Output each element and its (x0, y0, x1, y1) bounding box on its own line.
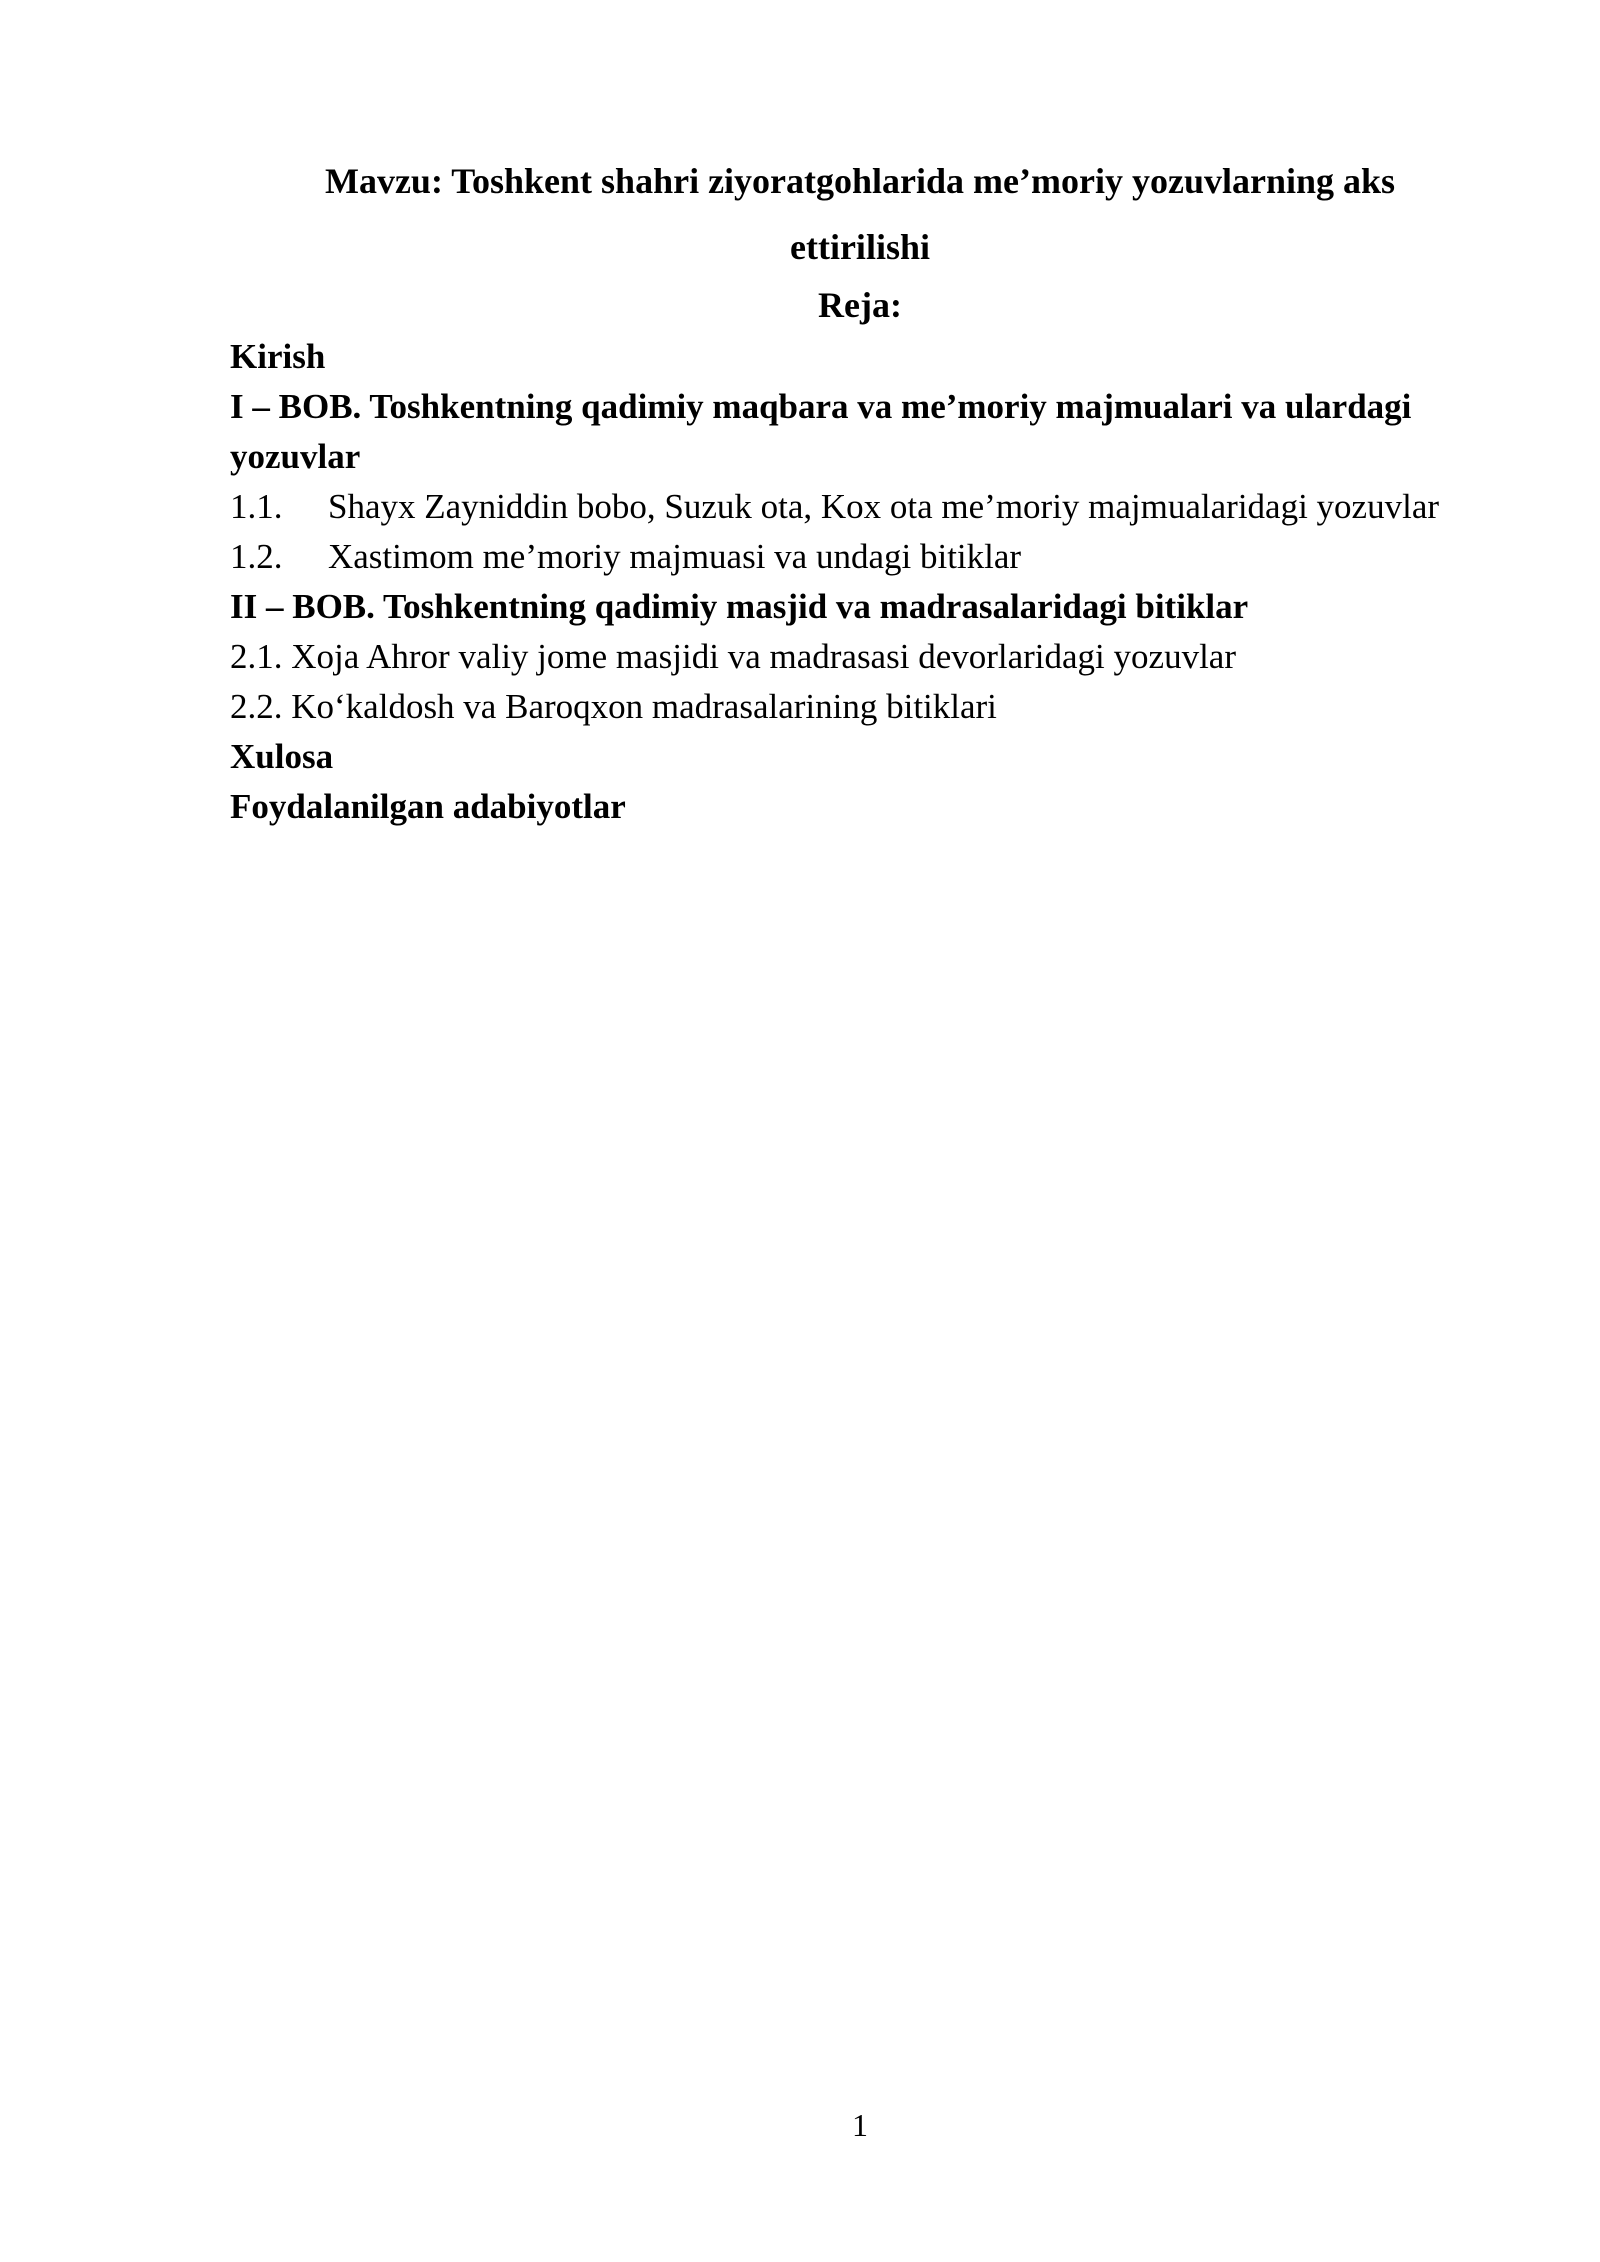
plan-item-intro: Kirish (230, 337, 326, 376)
plan-section-2-2: 2.2. Ko‘kaldosh va Baroqxon madrasalarining bitiklari (230, 687, 997, 726)
plan-section-1-2 (230, 532, 1530, 582)
section-number: 1.1. (230, 487, 283, 526)
plan-chapter-2: II – BOB. Toshkentning qadimiy masjid va madrasalaridagi bitiklar (230, 587, 1249, 626)
section-text: Shayx Zayniddin bobo, Suzuk ota, Kox ota me’moriy majmualaridagi yozuvlar (328, 487, 1440, 526)
plan-heading: Reja: (818, 285, 902, 325)
plan-item-references: Foydalanilgan adabiyotlar (230, 787, 626, 826)
plan-section-1-1 (230, 482, 1530, 532)
plan-chapter-1: I – BOB. Toshkentning qadimiy maqbara va me’moriy majmualari va ulardagi yozuvlar (230, 387, 1412, 476)
plan-item-conclusion: Xulosa (230, 737, 334, 776)
section-text: Xastimom me’moriy majmuasi va undagi bitiklar (328, 537, 1022, 576)
page-number: 1 (852, 2107, 868, 2143)
plan-list (230, 332, 1530, 832)
plan-section-2-1: 2.1. Xoja Ahror valiy jome masjidi va madrasasi devorlaridagi yozuvlar (230, 637, 1236, 676)
page-title (230, 148, 1490, 280)
section-number: 1.2. (230, 537, 283, 576)
title-line-2: ettirilishi (790, 227, 930, 267)
title-line-1: Mavzu: Toshkent shahri ziyoratgohlarida me’moriy yozuvlarning aks (324, 161, 1396, 201)
